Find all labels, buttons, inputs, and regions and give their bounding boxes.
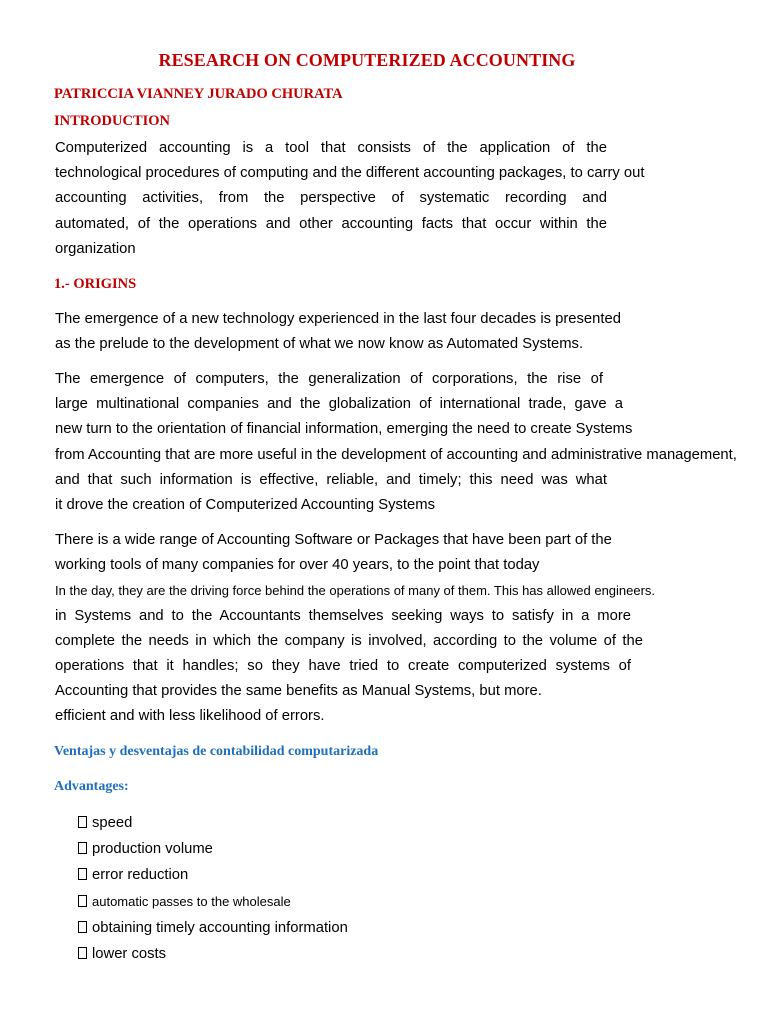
introduction-heading: INTRODUCTION bbox=[54, 113, 171, 129]
origins-line: new turn to the orientation of financial information, emerging the need to create Systems bbox=[55, 421, 633, 438]
origins-line: complete the needs in which the company is involved, according to the volume of the bbox=[55, 632, 643, 649]
origins-line: There is a wide range of Accounting Software or Packages that have been part of the bbox=[55, 532, 612, 548]
empty-box-icon bbox=[78, 816, 87, 828]
empty-box-icon bbox=[78, 947, 87, 959]
origins-line: it drove the creation of Computerized Accounting Systems bbox=[55, 497, 435, 514]
origins-line: operations that it handles; so they have tried to create computerized systems of bbox=[55, 658, 631, 675]
list-item: speed bbox=[78, 810, 348, 836]
origins-line: and that such information is effective, reliable, and timely; this need was what bbox=[55, 471, 607, 488]
origins-line: In the day, they are the driving force behind the operations of many of them. This has allowed engineers. bbox=[55, 583, 656, 599]
origins-line: in Systems and to the Accountants themselves seeking ways to satisfy in a more bbox=[55, 607, 631, 624]
introduction-line: technological procedures of computing and the different accounting packages, to carry out bbox=[55, 165, 645, 182]
list-item: production volume bbox=[78, 836, 348, 862]
origins-line: large multinational companies and the globalization of international trade, gave a bbox=[55, 396, 623, 413]
origins-line: Accounting that provides the same benefits as Manual Systems, but more. bbox=[55, 683, 542, 700]
list-item: error reduction bbox=[78, 862, 348, 888]
empty-box-icon bbox=[78, 895, 87, 907]
list-item: lower costs bbox=[78, 941, 348, 967]
author-name: PATRICCIA VIANNEY JURADO CHURATA bbox=[54, 86, 343, 102]
origins-paragraph-3 bbox=[55, 528, 656, 730]
origins-line: The emergence of a new technology experienced in the last four decades is presented bbox=[55, 311, 621, 327]
advantages-disadvantages-heading: Ventajas y desventajas de contabilidad computarizada bbox=[54, 744, 379, 759]
advantages-heading: Advantages: bbox=[54, 779, 129, 794]
list-item: obtaining timely accounting information bbox=[78, 915, 348, 941]
introduction-paragraph bbox=[55, 136, 645, 262]
introduction-line: accounting activities, from the perspective of systematic recording and bbox=[55, 190, 607, 207]
origins-line: from Accounting that are more useful in the development of accounting and administrative management, bbox=[55, 446, 737, 463]
empty-box-icon bbox=[78, 868, 87, 880]
empty-box-icon bbox=[78, 842, 87, 854]
empty-box-icon bbox=[78, 921, 87, 933]
origins-paragraph-1 bbox=[55, 307, 640, 357]
origins-paragraph-2 bbox=[55, 367, 737, 518]
origins-line: as the prelude to the development of what we now know as Automated Systems. bbox=[55, 336, 584, 353]
origins-line: The emergence of computers, the generalization of corporations, the rise of bbox=[55, 371, 603, 387]
advantages-list bbox=[78, 810, 348, 967]
introduction-line: organization bbox=[55, 240, 136, 257]
introduction-line: automated, of the operations and other accounting facts that occur within the bbox=[55, 215, 607, 232]
origins-line: working tools of many companies for over 40 years, to the point that today bbox=[55, 557, 540, 574]
introduction-line: Computerized accounting is a tool that consists of the application of the bbox=[55, 140, 607, 156]
list-item: automatic passes to the wholesale bbox=[78, 889, 348, 915]
origins-line: efficient and with less likelihood of errors. bbox=[55, 708, 325, 725]
document-title: RESEARCH ON COMPUTERIZED ACCOUNTING bbox=[158, 50, 576, 70]
origins-heading: 1.- ORIGINS bbox=[54, 276, 137, 292]
